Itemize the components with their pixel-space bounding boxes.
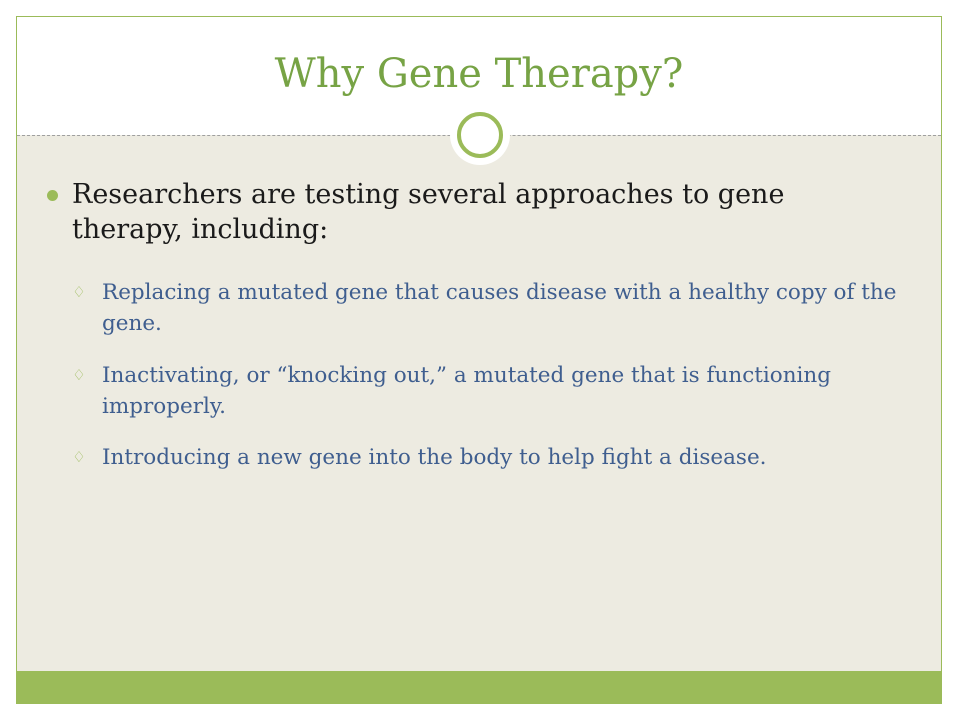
sub-bullet-item <box>72 360 912 422</box>
sub-bullet-text: Introducing a new gene into the body to help fight a disease. <box>102 445 767 470</box>
hollow-diamond-bullet-icon: ♢ <box>72 283 86 301</box>
slide-frame <box>16 16 942 704</box>
bullet-text: Researchers are testing several approaches to gene therapy, including: <box>72 179 785 245</box>
slide-title: Why Gene Therapy? <box>274 51 684 97</box>
sub-bullet-item <box>72 277 912 339</box>
sub-bullet-text: Inactivating, or “knocking out,” a mutated gene that is functioning improperly. <box>102 363 832 419</box>
ring-circle-icon <box>457 112 503 158</box>
hollow-diamond-bullet-icon: ♢ <box>72 448 86 466</box>
hollow-diamond-bullet-icon: ♢ <box>72 366 86 384</box>
sub-bullet-text: Replacing a mutated gene that causes disease with a healthy copy of the gene. <box>102 280 897 336</box>
footer-bar <box>17 671 941 703</box>
sub-bullet-item <box>72 442 912 473</box>
filled-circle-bullet-icon <box>47 190 58 201</box>
bullet-item <box>72 177 902 247</box>
